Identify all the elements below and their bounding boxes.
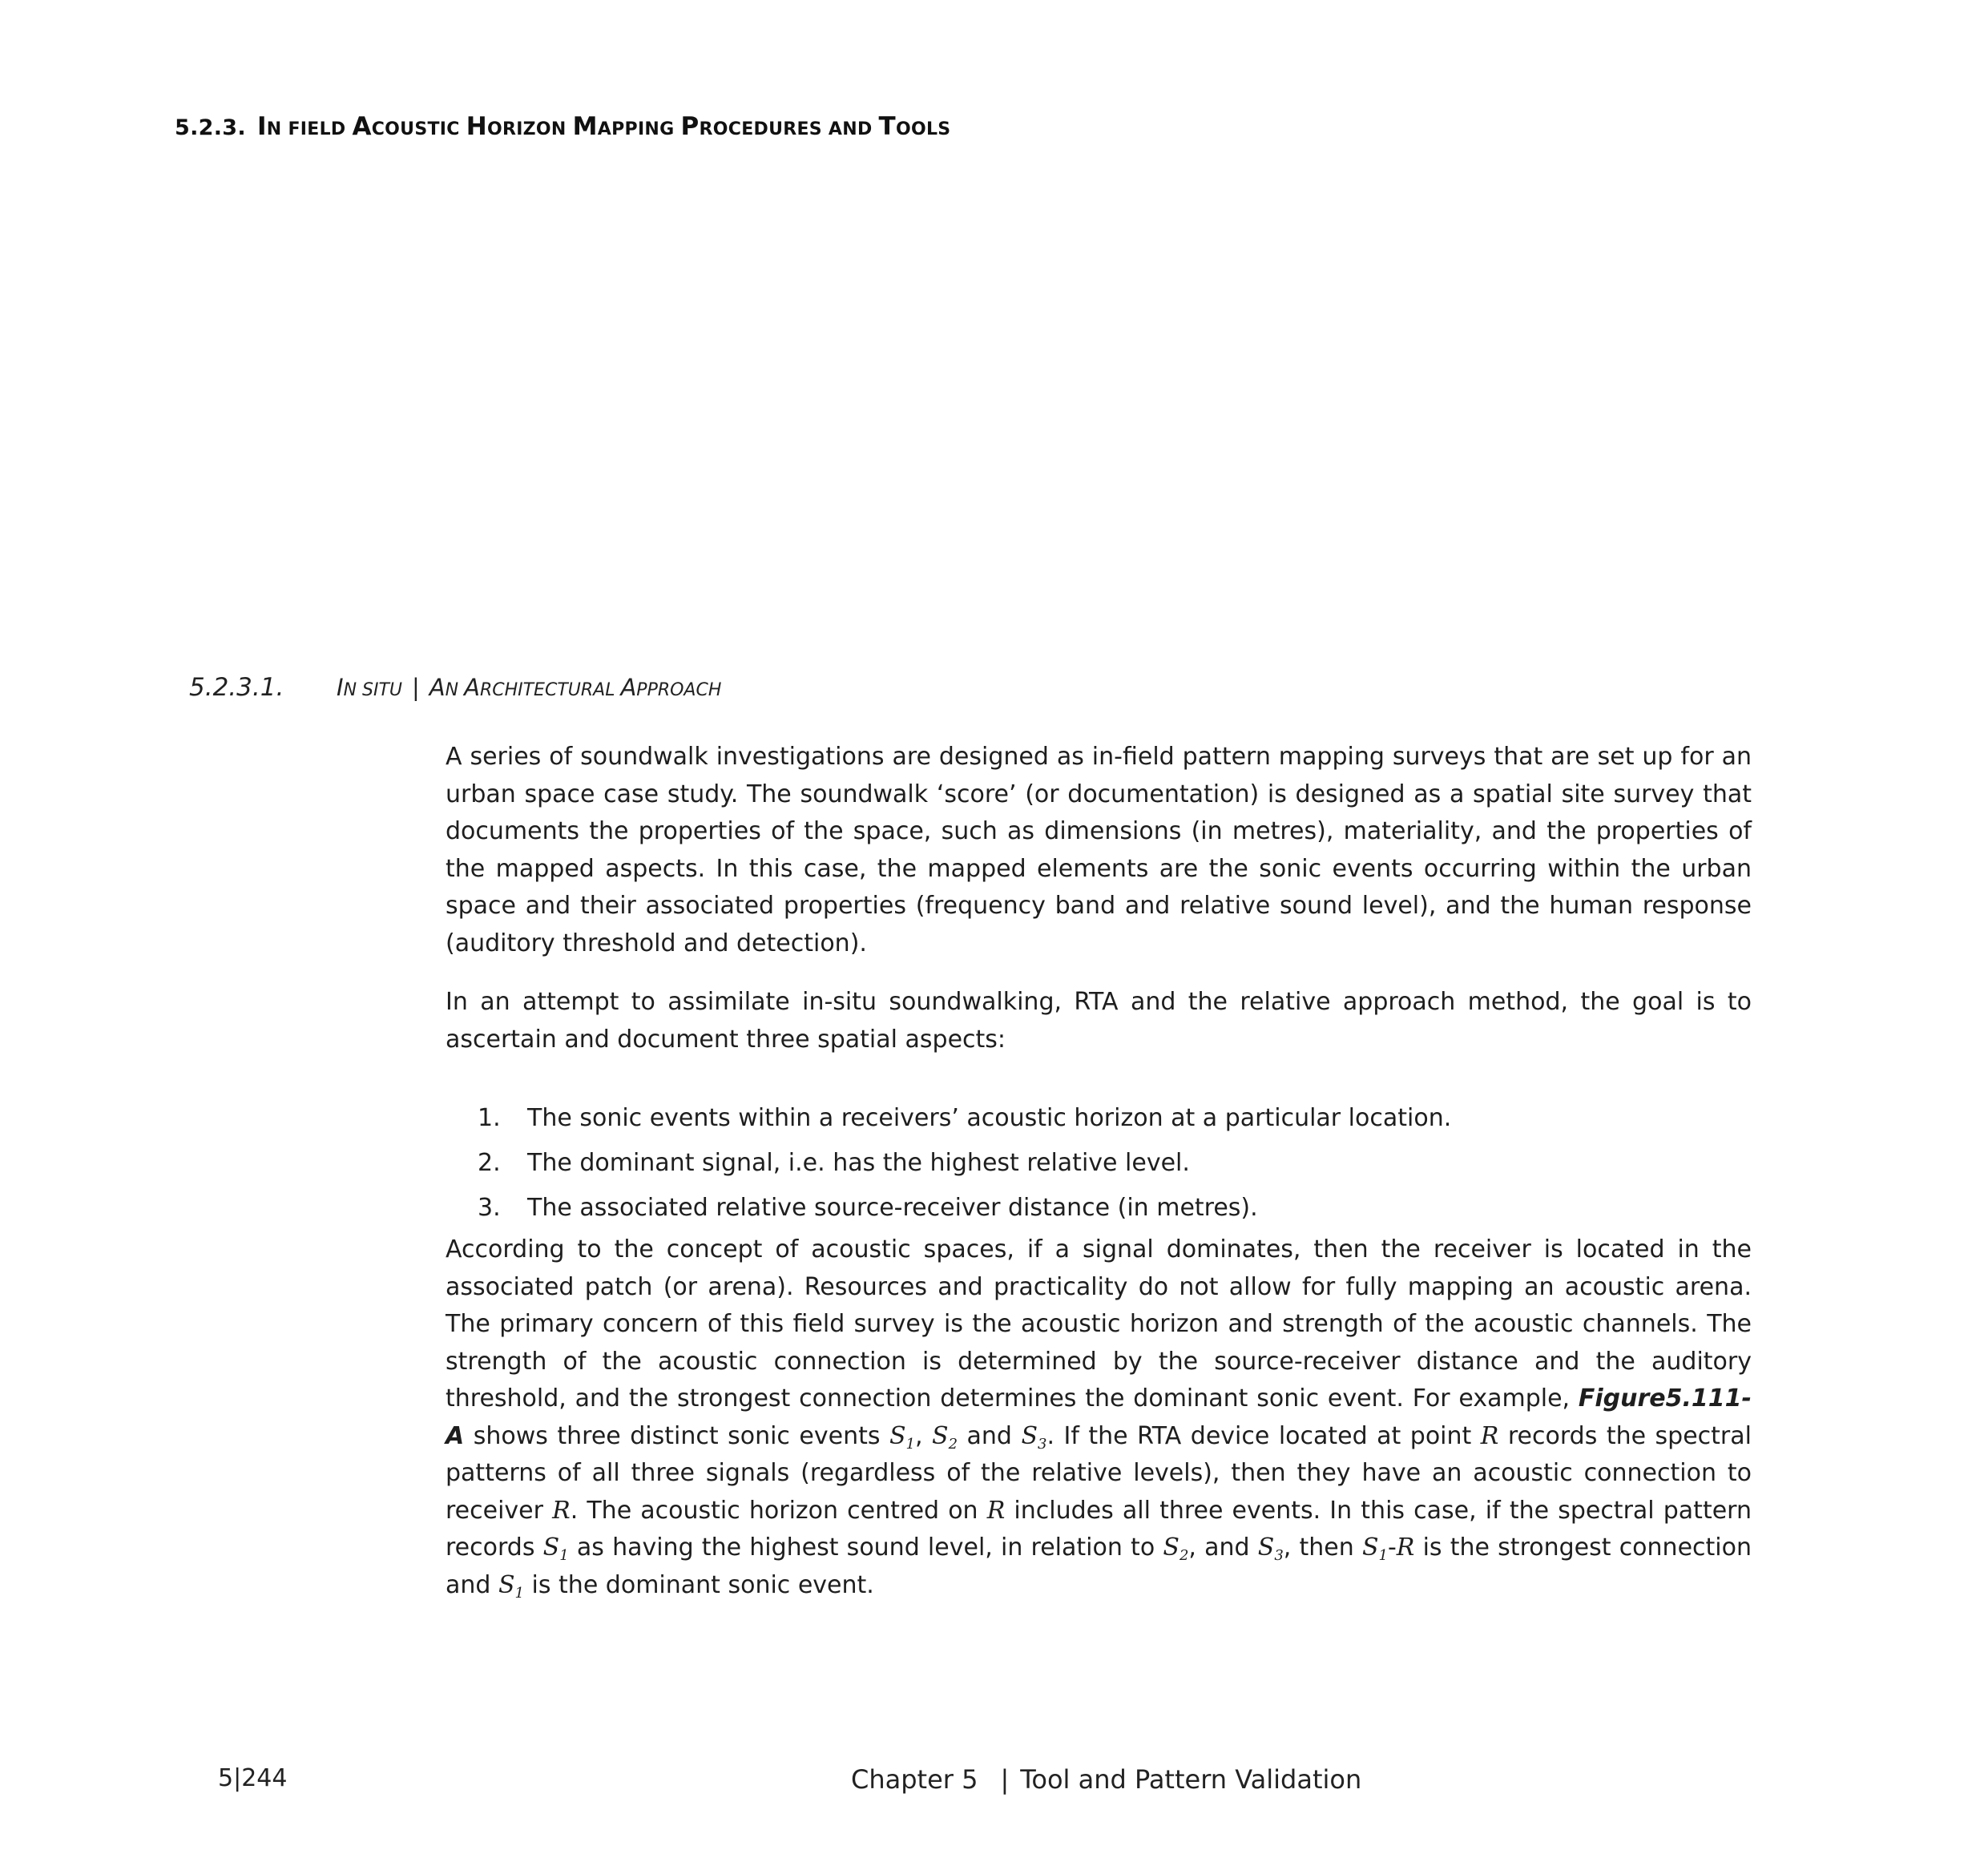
symbol-r: R [1480,1421,1499,1450]
page-number: 5|244 [218,1764,288,1792]
section-heading [175,112,950,141]
symbol-s1: $S_1$ [498,1570,524,1602]
symbol-r: R [986,1496,1006,1525]
paragraph-3: According to the concept of acoustic spaces, if a signal dominates, then the receiver is located in the associated patch (or arena). Resources and practicality do not allow for fully mapping an acoustic arena. The primary concern of this field survey is the acoustic horizon and strength of the acoustic channels. The strength of the acoustic connection is determined by the source-receiver distance and the auditory threshold, and the strongest connection determines the dominant sonic event. For example, Figure5.111-A shows three distinct sonic events $S_1$, $S_2$ and $S_3$. If the RTA device located at point R records the spectral patterns of all three signals (regardless of the relative levels), then they have an acoustic connection to receiver R. The acoustic horizon centred on R includes all three events. In this case, if the spectral pattern records $S_1$ as having the highest sound level, in relation to $S_2$, and $S_3$, then $S_1-R$ is the strongest connection and $S_1$ is the dominant sonic event. [446,1235,1752,1602]
list-item: 1. The sonic events within a receivers’ acoustic horizon at a particular location. [478,1104,1452,1132]
figure-reference: Figure5.111-A [446,1384,1752,1450]
symbol-s1: $S_1$ [1361,1533,1388,1564]
symbol-s1: $S_1$ [889,1421,915,1453]
running-footer: Chapter 5 | Tool and Pattern Validation [851,1764,1362,1795]
section-title: IN FIELD ACOUSTIC HORIZON MAPPING PROCEDURES AND TOOLS [256,112,951,141]
section-number: 5.2.3. [175,115,246,140]
paragraph-2: In an attempt to assimilate in-situ soundwalking, RTA and the relative approach method, the goal is to ascertain and document three spatial aspects: [446,988,1752,1054]
aspects-list [446,1096,1752,1231]
subsection-title: IN SITU | AN ARCHITECTURAL APPROACH [337,674,722,701]
paragraph-1: A series of soundwalk investigations are designed as in-field pattern mapping surveys that are set up for an urban space case study. The soundwalk ‘score’ (or documentation) is designed as a spatial site survey that documents the properties of the space, such as dimensions (in metres), materiality, and the properties of the mapped aspects. In this case, the mapped elements are the sonic events occurring within the urban space and their associated properties (frequency band and relative sound level), and the human response (auditory threshold and detection). [446,743,1752,957]
symbol-s1: $S_1$ [542,1533,569,1564]
symbol-s3: $S_3$ [1021,1421,1047,1453]
chapter-title: Tool and Pattern Validation [1020,1764,1362,1795]
chapter-label: Chapter 5 [851,1764,978,1795]
symbol-s2: $S_2$ [1163,1533,1189,1564]
symbol-r: R [1396,1533,1415,1562]
symbol-s2: $S_2$ [932,1421,958,1453]
symbol-r: R [552,1496,571,1525]
list-item: 2. The dominant signal, i.e. has the highest relative level. [478,1149,1190,1177]
list-item: 3. The associated relative source-receiver distance (in metres). [478,1194,1258,1222]
subsection-number: 5.2.3.1. [189,673,284,702]
symbol-s3: $S_3$ [1257,1533,1284,1564]
subsection-heading [189,673,721,702]
